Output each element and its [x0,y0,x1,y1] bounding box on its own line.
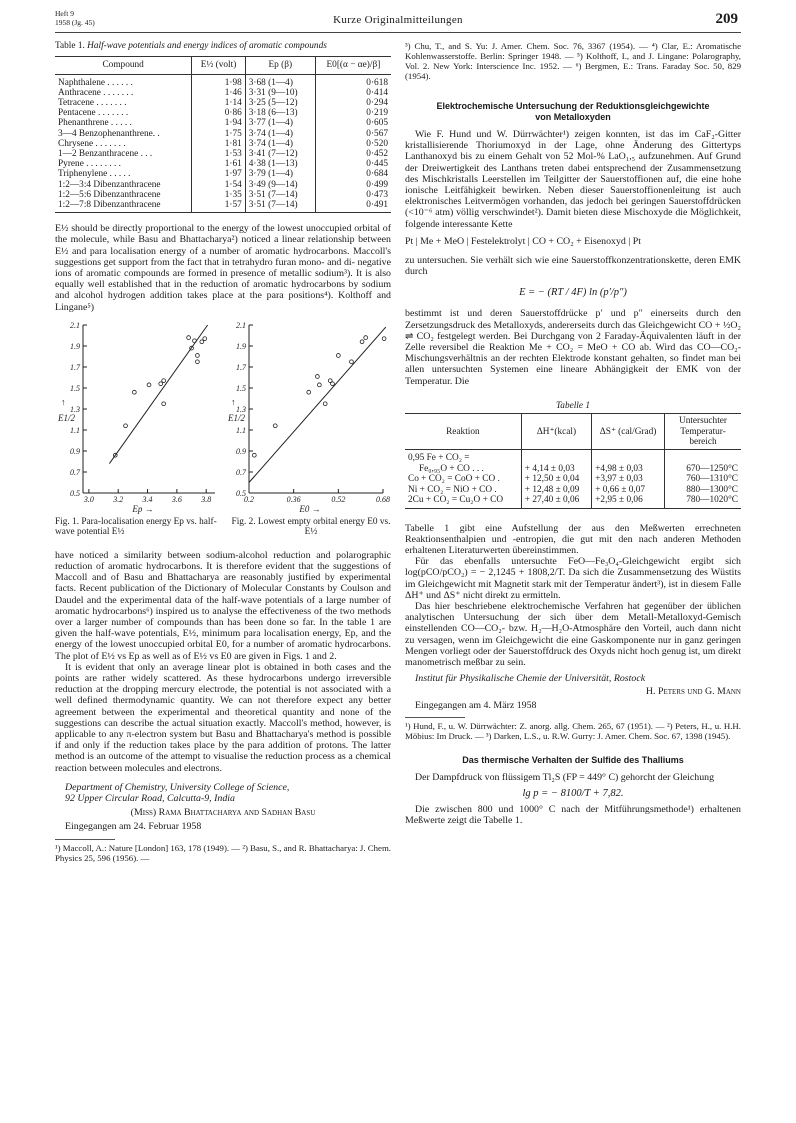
table-cell: 0·294 [315,98,391,108]
footnote-rule [405,717,465,718]
table-row [55,169,391,179]
table1-header: Ep (β) [245,57,315,74]
y-tick-label: 1.1 [70,425,80,435]
data-point [350,360,354,364]
table-row [55,118,391,128]
table-cell: + 4,14 ± 0,03 [521,464,591,474]
table-cell: Tetracene . . . . . . . [58,98,127,109]
data-point [323,402,327,406]
table-cell: Chrysene . . . . . . . [58,138,126,149]
y-tick-label: 1.7 [236,362,246,372]
data-point [203,337,207,341]
table-cell: 1·35 [192,190,246,200]
paragraph: E½ should be directly proportional to the energy of the lowest unoccupied orbital of the molecule, while Basu and Bhattacharya²) noticed a linear relationship between E½ and para localisation energy of a number of aromatic hydrocarbons. Maccoll's suggestions get support from the fact that in tetrahydro furan mono- and di- negative ions of aromatic compounds are formed in presence of metallic sodium³). It is also equally well established that in the reduction of aromatic hydrocarbons by sodium and alcohol hydrogen addition takes place at the para positions⁴). Kolthoff and Lingane⁵) [55,223,391,313]
table-cell [521,450,591,464]
table-row [55,149,391,159]
data-point [336,353,340,357]
y-axis-arrow: ↑ [61,396,66,407]
table-cell: + 0,66 ± 0,07 [592,485,665,495]
table-cell: 3·49 (9—14) [245,180,315,190]
x-tick-label: 3.4 [142,494,153,504]
table1-body [55,74,391,213]
paragraph: Der Dampfdruck von flüssigem Tl₂S (FP = 449° C) gehorcht der Gleichung [415,771,715,783]
article-heading: Das thermische Verhalten der Sulfide des Thalliums [462,754,684,765]
y-tick-label: 1.3 [236,404,246,414]
table-cell: Triphenylene . . . . . [58,169,131,180]
table-cell: 880—1300°C [665,485,742,495]
table-cell: 0·452 [315,149,391,159]
header-rule [55,32,741,33]
paragraph: have noticed a similarity between sodium-alcohol reduction and polarographic reduction of aromatic hydrocarbons. It is therefore evident that the suggestions of Maccoll and of Basu and Bhattacharya are reasonably justified by experimental facts. Recent publication of the Dictionary of Molecular Constants by Coulson and Daudel and the experimental data of the half-wave potentials of a large number of aromatic hydrocarbons⁶) inspired us to analyse the effectiveness of the two methods over a larger number of compounds than has been done so far. In the table 1 are given the half-wave potentials, E½, minimum para localisation energy, Ep, and the energy of the lowest unoccupied orbital E0, for a number of aromatic hydrocarbons. The plot of E½ vs Ep as well as of E½ vs E0 are given in Figs. 1 and 2. It is evident that only an average linear plot is obtained in both cases and the points are rather widely scattered. As these hydrocarbons undergo irreversible reduction at the dropping mercury electrode, the potential is not associated with a well defined thermodynamic quantity. We can not therefore expect any better agreement between the experimental and theoretical quantity and none of the suggestions can describe the actual situation exactly. Maccoll's method, however, is applicable to any π-electron system but Basu and Bhattacharya's method is possible if and only if the reduction takes place by the para addition of protons. The latter method is an outcome of the attempt to visualise the reduction process as a chemical reaction between molecules and electrons. [55,549,391,774]
y-tick-label: 1.1 [236,425,246,435]
table-row [55,190,391,200]
received-date: Eingegangen am 4. März 1958 [415,699,537,711]
paragraph: bestimmt ist und deren Sauerstoffdrücke p′ und p″ einerseits durch den Zersetzungsdruck des Metalloxyds, andererseits durch das Gleichgewicht CO + ½O₂ ⇌ CO₂ festgelegt werden. Bei Durchgang von 2 Faraday-Äquivalenten läuft in der Zelle reversibel die Reaktion Me + CO₂ = MeO + CO ab. Wird das CO—CO₂-Mischungsverhältnis an der rechten Elektrode konstant gehalten, so findet man bei allen untersuchten Systemen eine lineare Abhängigkeit der EMK von der Temperatur. Die [405,308,741,387]
figures [55,317,391,539]
table-cell: Pentacene . . . . . . . [58,108,129,119]
data-point [317,383,321,387]
affiliation: Department of Chemistry, University College of Science, 92 Upper Circular Road, Calcutta-9, India [65,781,290,804]
paragraph: Die zwischen 800 und 1000° C nach der Mitführungsmethode¹) erhaltenen Meßwerte zeigt die Tabelle 1. [405,803,741,827]
table-cell: + 27,40 ± 0,06 [521,495,591,508]
data-point [196,360,200,364]
data-point [273,424,277,428]
table-cell: 1·54 [192,180,246,190]
table-row [405,495,741,508]
table-row [55,108,391,118]
data-point [147,383,151,387]
data-point [364,336,368,340]
y-tick-label: 1.5 [236,383,246,393]
table-cell: 1·94 [192,118,246,128]
table-cell: 670—1250°C [665,464,742,474]
data-point [159,382,163,386]
table-cell: 1·97 [192,169,246,179]
footnotes: ¹) Hund, F., u. W. Dürrwächter: Z. anorg. allg. Chem. 265, 67 (1951). — ²) Peters, H., u. H.H. Möbius: Im Druck. — ³) Darken, L.S., u. R.W. Gurry: J. Amer. Chem. Soc. 67, 1398 (1945). [405,720,741,741]
table-cell: 1·81 [192,139,246,149]
data-point [124,424,128,428]
table-row [55,180,391,190]
x-axis-label: Ep → [132,503,154,514]
x-tick-label: 3.0 [83,494,94,504]
table-row [405,450,741,464]
x-tick-label: 3.8 [201,494,212,504]
table-cell: 3·74 (1—4) [245,139,315,149]
table-cell: 3·18 (6—13) [245,108,315,118]
table-cell: 3—4 Benzophenanthrene. . [58,128,160,139]
table-cell: Anthracene . . . . . . . [58,87,134,98]
data-point [193,339,197,343]
table-cell [665,450,742,464]
figure-1-caption: Fig. 1. Para-localisation energy Ep vs. half-wave potential E½ [55,516,217,538]
table-cell: +3,97 ± 0,03 [592,474,665,484]
table-cell: 1·98 [192,74,246,88]
table-cell: 2Cu + CO₂ = Cu₂O + CO [405,495,521,508]
y-tick-label: 0.5 [70,488,80,498]
table-row [55,88,391,98]
table-row [55,200,391,213]
data-point [132,390,136,394]
table-cell: Phenanthrene . . . . . [58,118,132,129]
x-tick-label: 0.68 [376,494,390,504]
table2-body [405,450,741,508]
table-cell: 780—1020°C [665,495,742,508]
table-row [55,74,391,88]
issue-year: 1958 (Jg. 45) [55,17,95,27]
data-point [360,340,364,344]
table-cell: 1·57 [192,200,246,213]
figure-2-chart [225,317,391,517]
y-tick-label: 1.5 [70,383,80,393]
table-row [55,139,391,149]
table-cell: 0·445 [315,159,391,169]
table-cell: 3·25 (5—12) [245,98,315,108]
table-cell: Co + CO₂ = CoO + CO . [408,474,500,485]
table1 [55,56,391,213]
table-cell: 0·414 [315,88,391,98]
x-axis-label: E0 → [299,503,321,514]
table-cell: 3·79 (1—4) [245,169,315,179]
table-cell: 0·499 [315,180,391,190]
table-cell: 0·567 [315,129,391,139]
footnotes: ¹) Maccoll, A.: Nature [London] 163, 178 (1949). — ²) Basu, S., and R. Bhattacharya: J. Chem. Physics 25, 596 (1956). — [55,842,391,863]
data-point [200,340,204,344]
data-point [382,337,386,341]
table-cell: + 12,50 ± 0,04 [521,474,591,484]
y-tick-label: 1.9 [70,341,80,351]
page-number: 209 [715,11,738,27]
y-tick-label: 2.1 [70,320,80,330]
table-cell: Ni + CO₂ = NiO + CO . [408,484,497,495]
table2-header: ΔS⁺ (cal/Grad) [592,414,665,450]
y-tick-label: 2.1 [236,320,246,330]
table-cell: 0·618 [315,74,391,88]
data-point [162,402,166,406]
data-point [196,353,200,357]
section-title: Kurze Originalmitteilungen [333,14,463,26]
table1-header: E½ (volt) [192,57,246,74]
paragraph: Tabelle 1 gibt eine Aufstellung der aus den Meßwerten errechneten Reaktionsenthalpien und -entropien, die gut mit den nach anderen Methoden erhaltenen Literaturwerten übereinstimmen. Für das ebenfalls untersuchte FeO—Fe₃O₄-Gleichgewicht ergibt sich log(pCO/pCO₂) = − 2,1245 + 1808,2/T. Da sich die Zusammensetzung des Wüstits im Gleichgewicht mit Magnetit stark mit der Temperatur ändert³), ist in diesem Falle ΔH⁺ und ΔS⁺ nicht direkt zu ermitteln. Das hier beschriebene elektrochemische Verfahren hat gegenüber der üblichen analytischen Untersuchung der sich über dem Metall-Metalloxyd-Gemisch einstellenden CO—CO₂- bzw. H₂—H₂O-Atmosphäre den Vorteil, auch dann nicht zu versagen, wenn im Gleichgewicht die eine Gaskomponente nur in ganz geringen Mengen vorliegt oder der Sauerstoffdruck des Oxyds nicht hoch genug ist, um direkt manometrisch meßbar zu sein. [405,522,741,668]
y-tick-label: 1.9 [236,341,246,351]
table-cell: 3·51 (7—14) [245,200,315,213]
table-cell: 3·68 (1—4) [245,74,315,88]
received-date: Eingegangen am 24. Februar 1958 [65,821,202,833]
data-point [315,374,319,378]
data-point [307,390,311,394]
table-cell: Fe₀,₉₅O + CO . . . [419,463,484,474]
table-cell: +2,95 ± 0,06 [592,495,665,508]
y-axis-label: E1/2 [228,412,245,423]
y-tick-label: 0.7 [70,467,80,477]
paragraph: Wie F. Hund und W. Dürrwächter¹) zeigen konnten, ist das im CaF₂-Gitter kristallisierende Thoriumoxyd in der Lage, ohne Änderung des Gittertyps Lanthanoxyd bis zu einem Gehalt von 52 Mol-% LaO₁,₅ aufzunehmen. Auf Grund der Dreiwertigkeit des Lanthans treten dabei entsprechend der Zusammensetzung des Mischkristalls Leerstellen im Teilgitter der Sauerstoffionen auf, die eine hohe ionische Leitfähigkeit bewirken. Neben dieser Sauerstoffionenleitung ist auch elektronisches Leitvermögen vorhanden, das jedoch bei geringen Sauerstoffdrücken (<10⁻⁶ atm) völlig verschwindet²). Damit bieten diese Mischoxyde die Möglichkeit, folgende interessante Kette [405,129,741,230]
table-cell: 1·46 [192,88,246,98]
table-cell: 760—1310°C [665,474,742,484]
table-cell: 3·41 (7—12) [245,149,315,159]
fit-line [249,327,386,482]
y-tick-label: 0.9 [236,446,246,456]
x-tick-label: 0.36 [286,494,301,504]
table-row [405,485,741,495]
y-tick-label: 0.7 [236,467,246,477]
authors: H. Peters und G. Mann [645,686,741,698]
table2-header: Untersuchter Temperatur-bereich [665,414,742,450]
table-cell: 1·61 [192,159,246,169]
table-cell: 0·605 [315,118,391,128]
table1-caption: Table 1. Half-wave potentials and energy indices of aromatic compounds [55,41,327,51]
table-cell: 1·53 [192,149,246,159]
table-cell: 3·31 (9—10) [245,88,315,98]
article-heading: Elektrochemische Untersuchung der Reduktionsgleichgewichte von Metalloxyden [436,101,710,122]
table-cell: +4,98 ± 0,03 [592,464,665,474]
table-cell: 3·77 (1—4) [245,118,315,128]
data-point [331,382,335,386]
x-tick-label: 0.52 [331,494,346,504]
table-cell: 0·491 [315,200,391,213]
table-cell: 0·473 [315,190,391,200]
table-cell: Pyrene . . . . . . . . [58,159,122,170]
table-cell: 1:2—3:4 Dibenzanthracene [58,179,161,190]
table-cell: 1·14 [192,98,246,108]
references: ³) Chu, T., and S. Yu: J. Amer. Chem. Soc. 76, 3367 (1954). — ⁴) Clar, E.: Aromatische Kohlenwasserstoffe. Berlin: Springer 1948. — ⁵) Kolthoff, I., and J. Lingane: Polarography, Vol. 2. New York: Interscience Inc. 1952. — ⁶) Bergmen, E.: Trans. Faraday Soc. 50, 829 (1954). [405,41,741,81]
equation: E = − (RT / 4F) ln (p′/p″) [519,287,627,299]
equation: lg p = − 8100/T + 7,82. [522,787,624,799]
table-row [55,159,391,169]
table2-header: Reaktion [405,414,521,450]
fit-line [109,325,207,464]
y-tick-label: 1.7 [70,362,80,372]
table1-header: Compound [55,57,192,74]
x-tick-label: 3.2 [113,494,124,504]
table2-title: Tabelle 1 [555,400,590,411]
y-tick-label: 0.5 [236,488,246,498]
table-cell: 0·684 [315,169,391,179]
y-axis-arrow: ↑ [231,396,236,407]
table-row [405,474,741,484]
figure-2-caption: Fig. 2. Lowest empty orbital energy E0 vs. E½ [231,516,391,538]
table2 [405,413,741,508]
issue-number: Heft 9 [55,9,74,18]
table-cell: 3·74 (1—4) [245,129,315,139]
y-tick-label: 1.3 [70,404,80,414]
data-point [187,336,191,340]
table-cell: 0·86 [192,108,246,118]
table-row [55,98,391,108]
y-axis-label: E1/2 [58,412,75,423]
table-cell: 1:2—5:6 Dibenzanthracene [58,189,161,200]
figure-1-chart [55,317,225,517]
table-cell: 0,95 Fe + CO₂ = [408,453,470,464]
table-row [405,464,741,474]
table-cell: 4·38 (1—13) [245,159,315,169]
table-cell: 3·51 (7—14) [245,190,315,200]
right-column [405,41,741,826]
cell-chain: Pt | Me + MeO | Festelektrolyt | CO + CO₂ + Eisenoxyd | Pt [405,235,641,247]
left-column [55,41,391,863]
table-cell [592,450,665,464]
data-point [252,453,256,457]
table-cell: + 12,48 ± 0,09 [521,485,591,495]
table-cell: 0·219 [315,108,391,118]
table-cell: 1·75 [192,129,246,139]
data-point [162,379,166,383]
table-cell: Naphthalene . . . . . . [58,77,133,88]
table-cell: 1:2—7:8 Dibenzanthracene [55,200,192,213]
table2-header: ΔH⁺(kcal) [521,414,591,450]
paragraph: zu untersuchen. Sie verhält sich wie eine Sauerstoffkonzentrationskette, deren EMK durch [405,255,741,278]
table-row [55,129,391,139]
table-cell: 0·520 [315,139,391,149]
x-tick-label: 3.6 [171,494,182,504]
footnote-rule [55,839,115,840]
institute: Institut für Physikalische Chemie der Universität, Rostock [415,673,646,685]
table1-header: E0[(α − αe)/β] [315,57,391,74]
x-tick-label: 0.2 [244,494,254,504]
authors: (Miss) Rama Bhattacharya and Sadhan Basu [130,807,316,819]
table-cell: 1—2 Benzanthracene . . . [58,149,153,160]
y-tick-label: 0.9 [70,446,80,456]
